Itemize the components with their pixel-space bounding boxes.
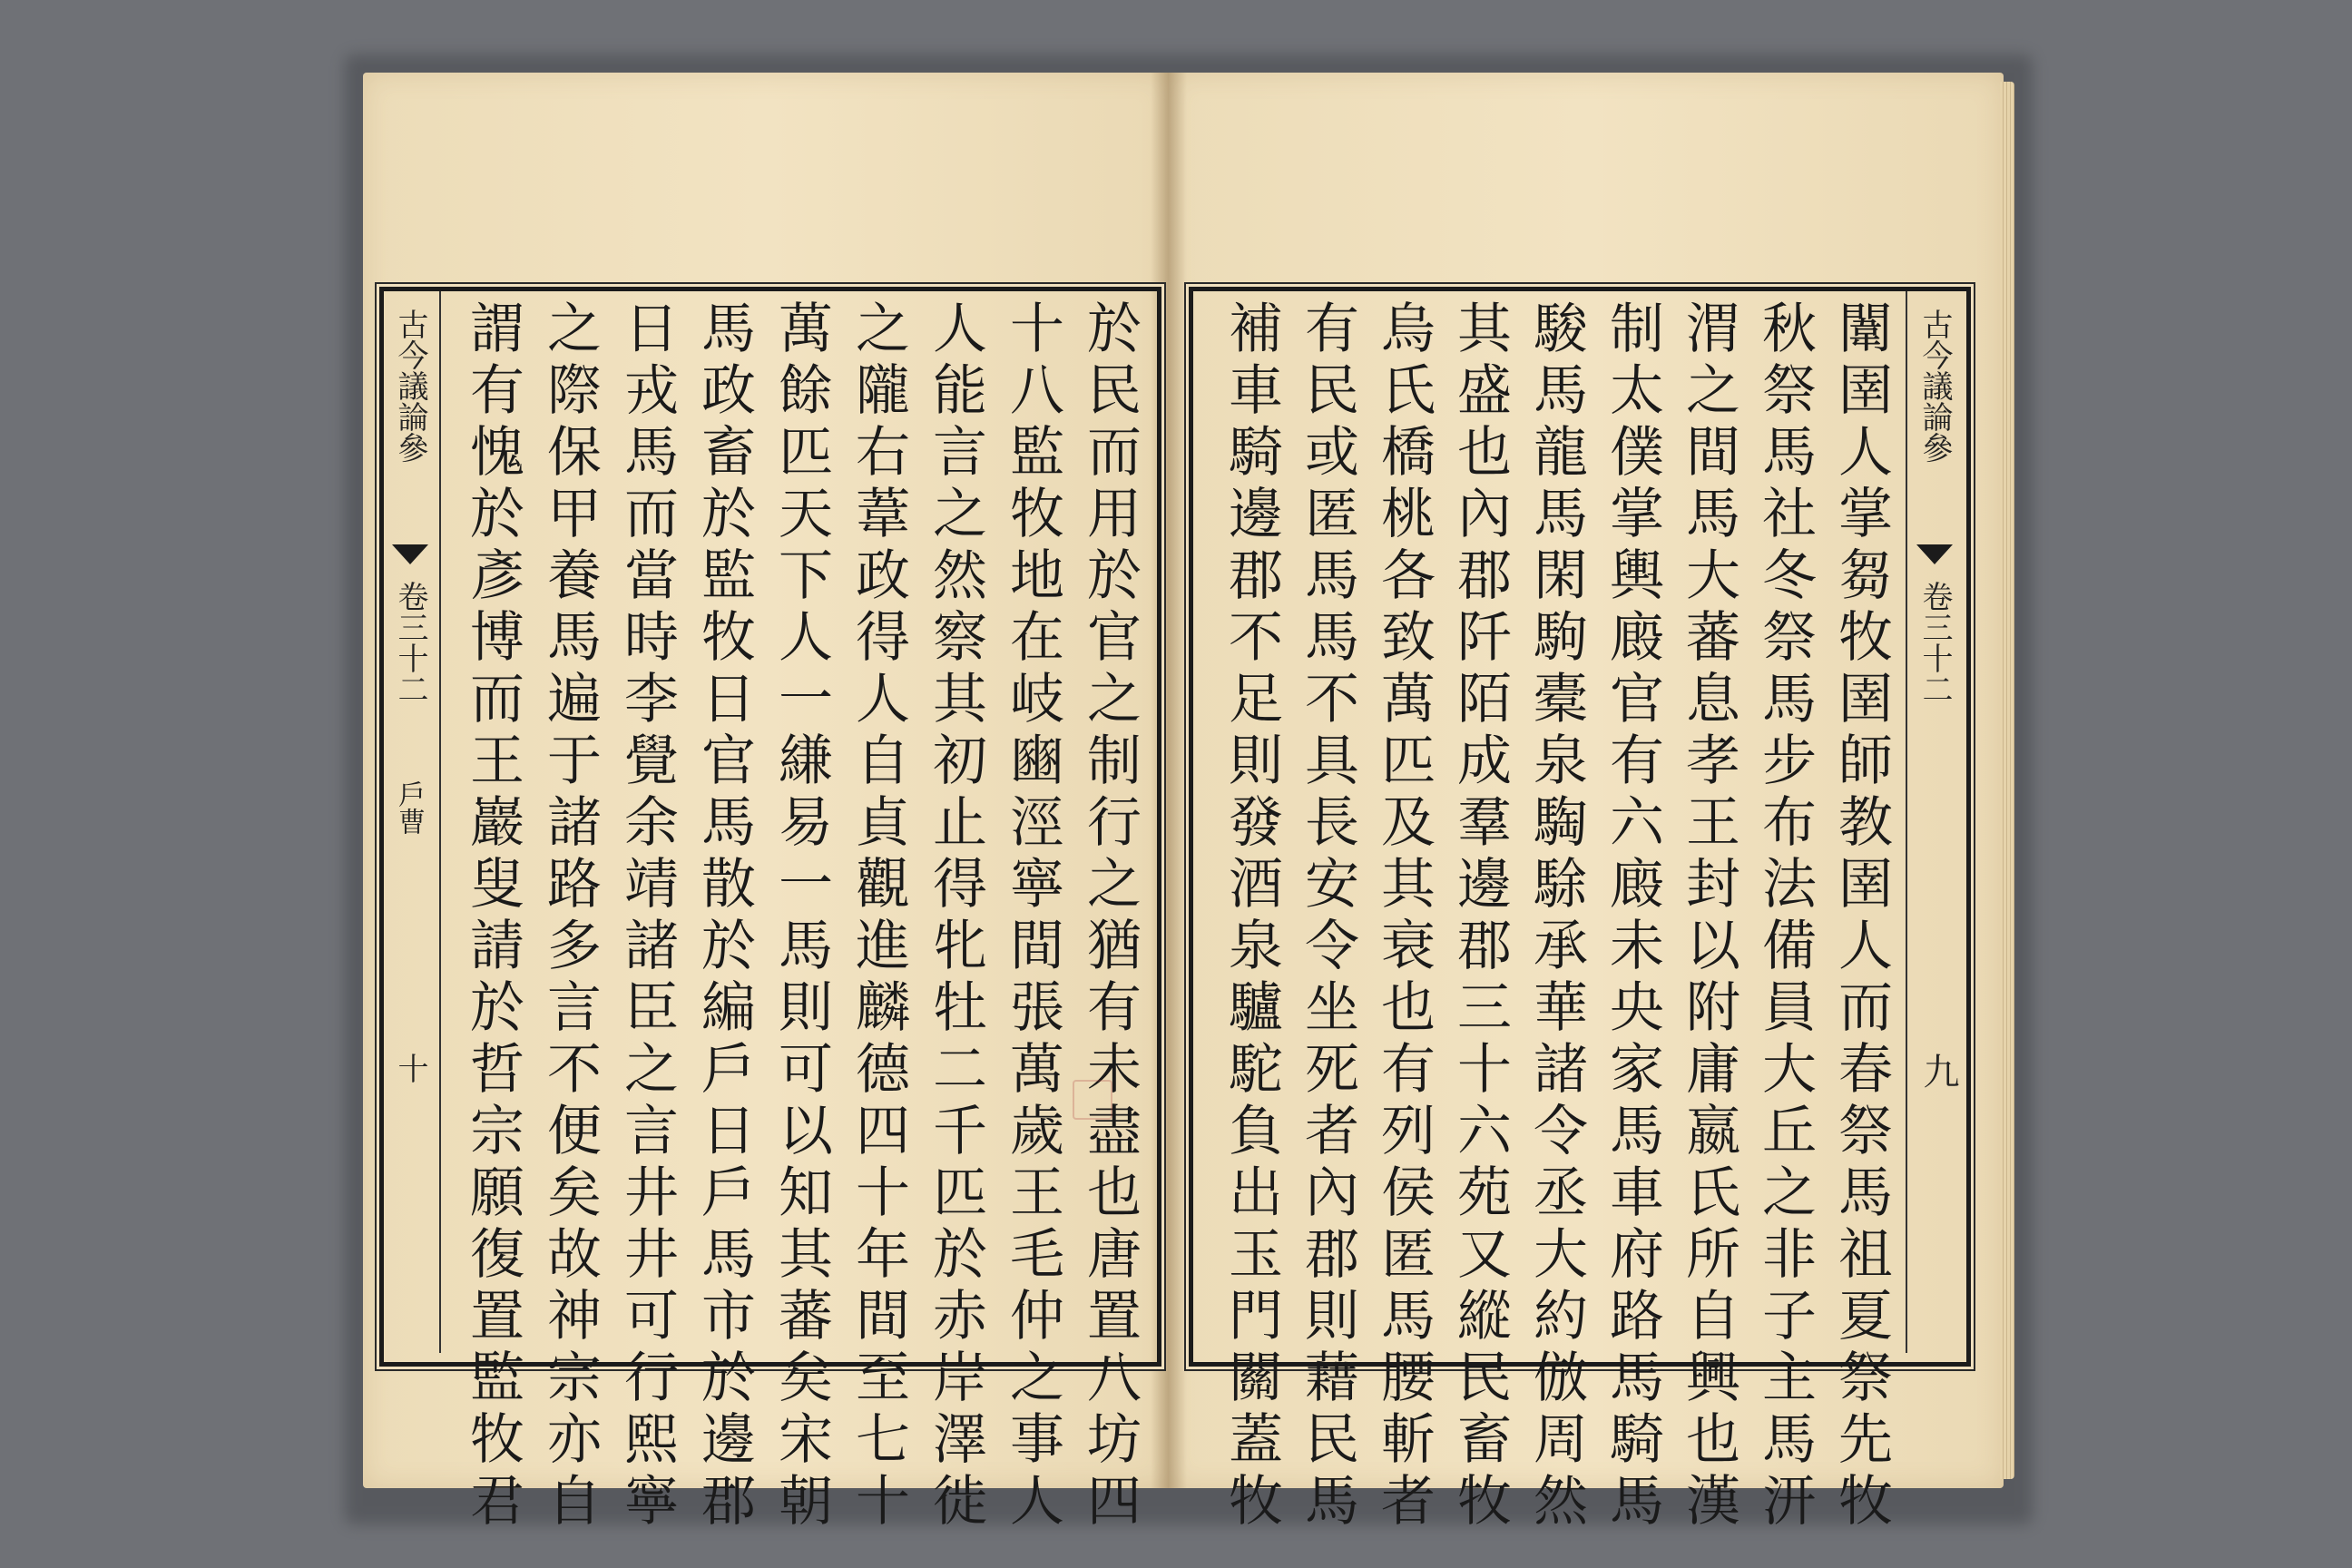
- left-column-7: 日戎馬而當時李覺余靖諸臣之言井井可行熙寧: [615, 299, 679, 1534]
- left-fish-tail-icon: [392, 544, 428, 564]
- left-column-3: 人能言之然察其初止得牝牡二千匹於赤岸澤徙: [924, 299, 987, 1534]
- right-banxin-rule: [1906, 291, 1907, 1353]
- right-column-8: 有民或匿馬馬不具長安令坐死者內郡則藉民馬: [1296, 299, 1359, 1534]
- faint-seal-mark: [1073, 1080, 1112, 1120]
- right-column-3: 渭之間馬大蕃息孝王封以附庸嬴氏所自興也漢: [1677, 299, 1740, 1534]
- right-banxin-juan: 卷三十二: [1916, 581, 1953, 704]
- left-column-5: 萬餘匹天下人一縑易一馬則可以知其蕃矣宋朝: [769, 299, 833, 1534]
- right-banxin-title: 古今議論參: [1916, 309, 1953, 463]
- page-edges: [2000, 82, 2014, 1479]
- right-column-9: 補車騎邊郡不足則發酒泉驢駝負出玉門關蓋牧: [1220, 299, 1283, 1534]
- left-banxin-folio: 十: [392, 1053, 428, 1083]
- left-column-2: 十八監牧地在岐豳涇寧間張萬歲王毛仲之事人: [1001, 299, 1064, 1534]
- right-column-2: 秋祭馬社冬祭馬步布法備員大丘之非子主馬汧: [1753, 299, 1817, 1534]
- left-column-1: 於民而用於官之制行之猶有未盡也唐置八坊四: [1078, 299, 1142, 1534]
- right-column-7: 烏氏橋桃各致萬匹及其衰也有列侯匿馬腰斬者: [1372, 299, 1436, 1534]
- left-banxin-section: 戶曹: [393, 780, 425, 835]
- left-banxin-title: 古今議論參: [392, 309, 428, 463]
- left-banxin-rule: [439, 291, 441, 1353]
- right-column-1: 闈圉人掌芻牧圉師教圉人而春祭馬祖夏祭先牧: [1829, 299, 1893, 1534]
- left-column-8: 之際保甲養馬遍于諸路多言不便矣故神宗亦自: [538, 299, 602, 1534]
- right-column-6: 其盛也內郡阡陌成羣邊郡三十六苑又縱民畜牧: [1448, 299, 1512, 1534]
- left-column-9: 謂有愧於彥博而王巖叟請於哲宗願復置監牧君: [461, 299, 524, 1534]
- right-fish-tail-icon: [1916, 544, 1953, 564]
- right-column-5: 駿馬龍馬閑駒橐泉騊駼承華諸令丞大約倣周然: [1524, 299, 1588, 1534]
- left-banxin-juan: 卷三十二: [392, 581, 428, 704]
- right-column-4: 制太僕掌輿廄官有六廄未央家馬車府路馬騎馬: [1601, 299, 1664, 1534]
- left-column-6: 馬政畜於監牧日官馬散於編戶日戶馬市於邊郡: [692, 299, 756, 1534]
- left-column-4: 之隴右葦政得人自貞觀進麟德四十年間至七十: [847, 299, 910, 1534]
- right-banxin-folio: 九: [1917, 1053, 1959, 1089]
